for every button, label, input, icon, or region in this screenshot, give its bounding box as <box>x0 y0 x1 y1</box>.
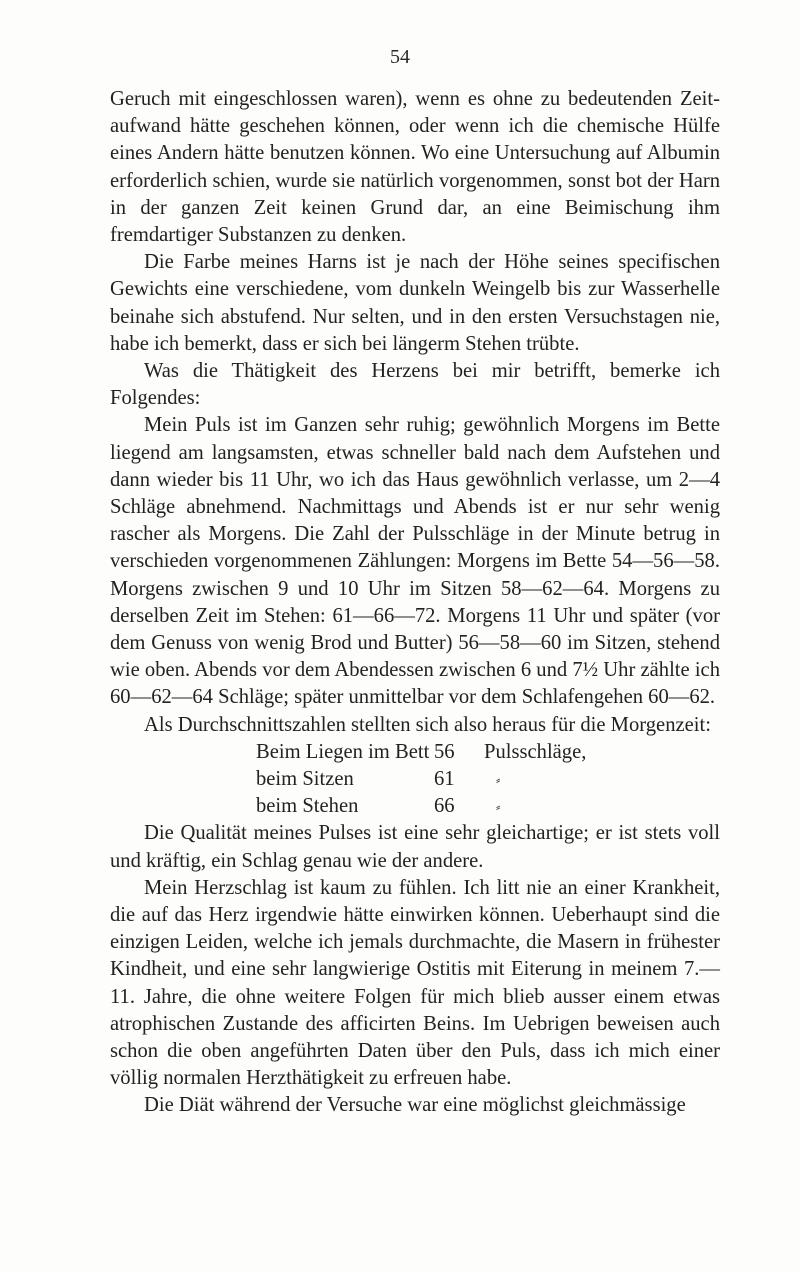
pulse-row-standing <box>256 793 720 820</box>
pulse-row-value: 56 <box>434 740 455 763</box>
paragraph-pulse-quality: Die Qualität meines Pulses ist eine sehr gleichartige; er ist stets voll und kräftig, ein Schlag genau wie der andere. <box>110 822 720 872</box>
paragraph-urine-analysis: Geruch mit eingeschlossen waren), wenn es ohne zu bedeutenden Zeitaufwand hätte geschehen können, oder wenn ich die chemische Hülfe eines Andern hätte benutzen können. Wo eine Untersuchung auf Albumin erforderlich schien, wurde sie natürlich vorgenommen, sonst bot der Harn in der ganzen Zeit keinen Grund dar, an eine Beimischung ihm fremdartiger Substanzen zu denken. <box>110 88 720 247</box>
pulse-row-unit: Pulsschläge, <box>484 740 587 763</box>
pulse-row-label: beim Stehen <box>256 795 359 818</box>
pulse-row-value: 61 <box>434 768 455 791</box>
body-text <box>110 86 720 1120</box>
paragraph-averages-intro: Als Durchschnittszahlen stellten sich also heraus für die Morgenzeit: <box>144 713 711 736</box>
paragraph-urine-color: Die Farbe meines Harns ist je nach der Höhe seines specifischen Gewichts eine verschiedene, vom dunkeln Weingelb bis zur Wasserhelle beinahe sich abstufend. Nur selten, und in den ersten Versuchstagen nie, habe ich bemerkt, dass er sich bei längerm Stehen trübte. <box>110 251 720 355</box>
paragraph-heartbeat-history: Mein Herzschlag ist kaum zu fühlen. Ich litt nie an einer Krankheit, die auf das Herz irgendwie hätte einwirken können. Ueberhaupt sind die einzigen Leiden, welche ich jemals durchmachte, die Masern in frühester Kindheit, und eine sehr langwierige Ostitis mit Eiterung in meinem 7.—11. Jahre, die ohne weitere Folgen für mich blieb ausser einem etwas atrophischen Zustande des afficirten Beins. Im Uebrigen beweisen auch schon die oben angeführten Daten über den Puls, dass ich mich einer völlig normalen Herzthätigkeit zu erfreuen habe. <box>110 876 720 1090</box>
ditto-mark: ⸗ <box>496 799 501 815</box>
pulse-row-sitting <box>256 766 720 793</box>
ditto-mark: ⸗ <box>496 772 501 788</box>
pulse-row-lying <box>256 739 720 766</box>
pulse-row-label: Beim Liegen im Bett <box>256 740 430 763</box>
page-number: 54 <box>390 46 410 68</box>
pulse-average-table <box>256 739 720 821</box>
paragraph-diet: Die Diät während der Versuche war eine möglichst gleichmässige <box>144 1094 686 1117</box>
pulse-row-value: 66 <box>434 795 455 818</box>
paragraph-heart-intro: Was die Thätigkeit des Herzens bei mir betrifft, bemerke ich Folgendes: <box>110 360 720 410</box>
paragraph-pulse-counts: Mein Puls ist im Ganzen sehr ruhig; gewöhnlich Morgens im Bette liegend am langsamsten, etwas schneller bald nach dem Aufstehen und dann wieder bis 11 Uhr, wo ich das Haus gewöhnlich verlasse, um 2—4 Schläge abnehmend. Nachmittags und Abends ist er nur sehr wenig rascher als Morgens. Die Zahl der Pulsschläge in der Minute betrug in verschieden vorgenommenen Zählungen: Morgens im Bette 54—56—58. Morgens zwischen 9 und 10 Uhr im Sitzen 58—62—64. Morgens zu derselben Zeit im Stehen: 61—66—72. Morgens 11 Uhr und später (vor dem Genuss von wenig Brod und Butter) 56—58—60 im Sitzen, stehend wie oben. Abends vor dem Abendessen zwischen 6 und 7½ Uhr zählte ich 60—62—64 Schläge; später unmittelbar vor dem Schlafengehen 60—62. <box>110 414 720 709</box>
pulse-row-label: beim Sitzen <box>256 768 354 791</box>
